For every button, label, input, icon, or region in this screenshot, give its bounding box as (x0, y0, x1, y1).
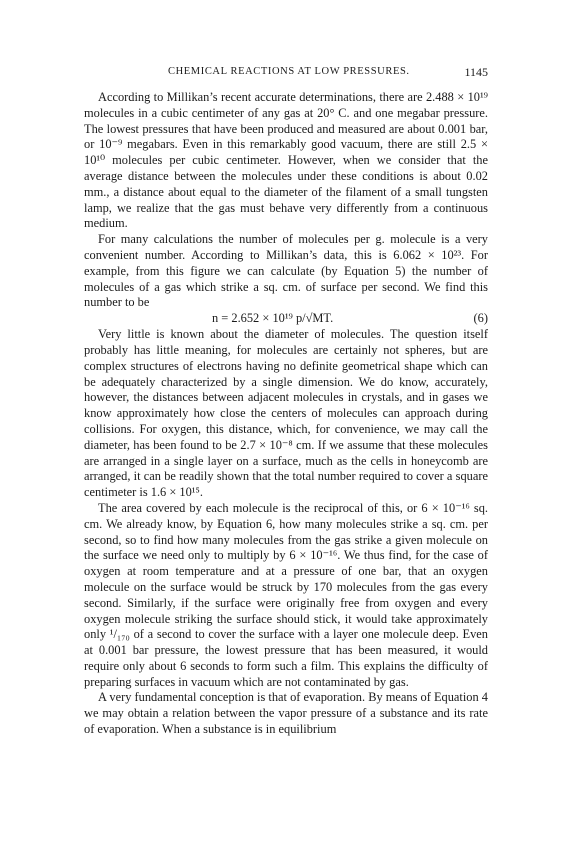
paragraph-area-covered: The area covered by each molecule is the reciprocal of this, or 6 × 10⁻¹⁶ sq. cm. We already know, by Equation 6, how many molecules strike a sq. cm. per second, so to find how many molecules from the gas strike a given molecule on the surface we need only to multiply by 6 × 10⁻¹⁶. We thus find, for the case of oxygen at room temperature and at a pressure of one bar, that an oxygen molecule on the surface would be struck by 170 molecules from the gas every second. Similarly, if the surface were originally free from oxygen and every oxygen molecule striking the surface should stick, it would take approximately only ¹/₁₇₀ of a second to cover the surface with a layer one molecule deep. Even at 0.001 bar pressure, the lowest pressure that has been measured, it would require only about 6 seconds to form such a film. This explains the difficulty of preparing surfaces in vacuum which are not contaminated by gas. (84, 500, 488, 689)
page-header (84, 66, 488, 82)
body-text (84, 90, 488, 738)
equation-6 (84, 311, 488, 327)
equation-body: n = 2.652 × 10¹⁹ p/√MT. (212, 311, 334, 326)
paragraph-evaporation: A very fundamental conception is that of evaporation. By means of Equation 4 we may obtain a relation between the vapor pressure of a substance and its rate of evaporation. When a substance is in equilibrium (84, 690, 488, 737)
running-title: CHEMICAL REACTIONS AT LOW PRESSURES. (168, 66, 410, 77)
paragraph-millikan-determinations: According to Millikan’s recent accurate determinations, there are 2.488 × 10¹⁹ molecules in a cubic centimeter of any gas at 20° C. and one megabar pressure. The lowest pressures that have been produced and measured are about 0.001 bar, or 10⁻⁹ megabars. Even in this remarkably good vacuum, there are still 2.5 × 10¹⁰ molecules per cubic centimeter. However, when we consider that the average distance between the molecules under these conditions is about 0.02 mm., a distance about equal to the diameter of the filament of a small tungsten lamp, we realize that the gas must behave very differently from a continuous medium. (84, 90, 488, 231)
paragraph-diameter-of-molecules: Very little is known about the diameter of molecules. The question itself probably has little meaning, for molecules are certainly not spheres, but are complex structures of electrons having no definite geometrical shape which can be adequately characterized by a single dimension. We do know, accurately, however, the distances between adjacent molecules in crystals, and in gases we know approximately how close the centers of molecules can approach during collisions. For oxygen, this distance, which, for convenience, we may call the diameter, has been found to be 2.7 × 10⁻⁸ cm. If we assume that these molecules are arranged in a single layer on a surface, much as the cells in honeycomb are arranged, it can be readily shown that the total number required to cover a square centimeter is 1.6 × 10¹⁵. (84, 327, 488, 500)
page-number: 1145 (464, 65, 488, 79)
paragraph-molecules-per-g-molecule: For many calculations the number of molecules per g. molecule is a very convenient number. According to Millikan’s data, this is 6.062 × 10²³. For example, from this figure we can calculate (by Equation 5) the number of molecules of a gas which strike a sq. cm. of surface per second. We find this number to be (84, 232, 488, 310)
equation-number: (6) (473, 311, 488, 326)
